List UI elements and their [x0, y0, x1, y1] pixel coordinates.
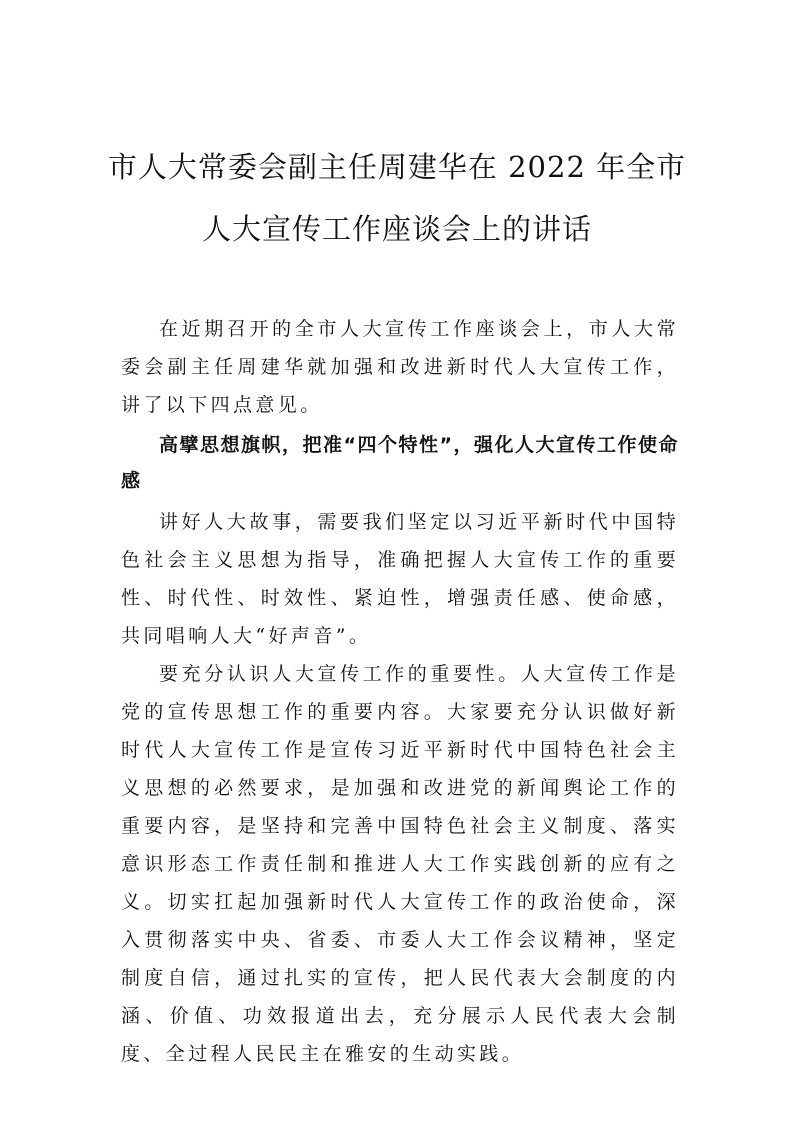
paragraph-2-text: 要充分认识人大宣传工作的重要性。人大宣传工作是党的宣传思想工作的重要内容。大家要充分认识做好新时代人大宣传工作是宣传习近平新时代中国特色社会主义思想的必然要求，是加强和改进党的新闻舆论工作的重要内容，是坚持和完善中国特色社会主义制度、落实意识形态工作责任制和推进人大工作实践创新的应有之义。切实扛起加强新时代人大宣传工作的政治使命，深入贯彻落实中央、省委、市委人大工作会议精神，坚定制度自信，通过扎实的宣传，把人民代表大会制度的内涵、价值、功效报道出去，充分展示人民代表大会制度、全过程人民民主在雅安的生动实践。 — [121, 663, 679, 1065]
document-title-line-1: 市人大常委会副主任周建华在 2022 年全市 — [107, 150, 687, 184]
intro-paragraph — [121, 310, 679, 424]
paragraph-1-text: 讲好人大故事，需要我们坚定以习近平新时代中国特色社会主义思想为指导，准确把握人大宣传工作的重要性、时代性、时效性、紧迫性，增强责任感、使命感，共同唱响人大“好声音”。 — [121, 511, 679, 647]
section-heading-text: 高擘思想旗帜，把准“四个特性”，强化人大宣传工作使命感 — [121, 434, 679, 492]
section-heading — [121, 427, 679, 499]
body-paragraph-2 — [121, 655, 679, 1073]
document-title-line-2: 人大宣传工作座谈会上的讲话 — [201, 212, 592, 246]
body-paragraph-1 — [121, 503, 679, 655]
intro-text: 在近期召开的全市人大宣传工作座谈会上，市人大常委会副主任周建华就加强和改进新时代人大宣传工作，讲了以下四点意见。 — [121, 318, 679, 416]
